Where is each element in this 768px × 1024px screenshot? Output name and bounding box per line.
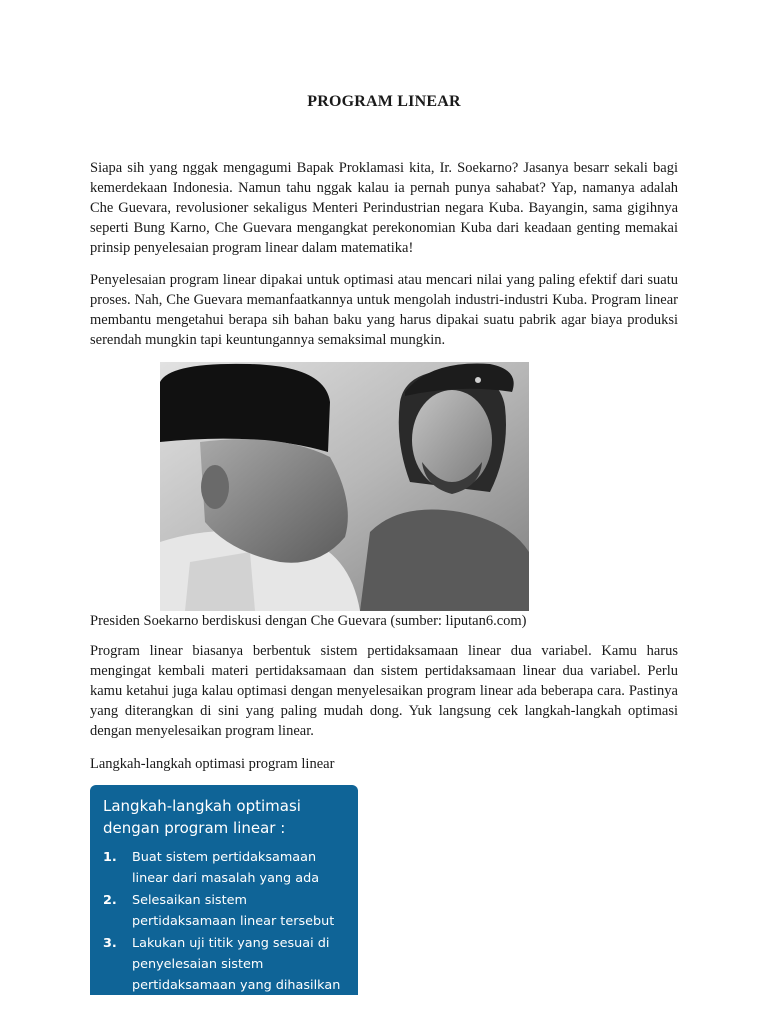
step-number: 2. bbox=[103, 893, 117, 908]
step-item bbox=[103, 890, 353, 932]
step-text: Lakukan uji titik yang sesuai di penyelesaian sistem pertidaksamaan yang dihasilkan bbox=[132, 936, 341, 993]
historical-photo bbox=[160, 362, 529, 611]
photo-caption: Presiden Soekarno berdiskusi dengan Che Guevara (sumber: liputan6.com) bbox=[90, 613, 527, 629]
steps-infobox bbox=[90, 785, 358, 995]
step-text: Buat sistem pertidaksamaan linear dari masalah yang ada bbox=[132, 850, 320, 886]
step-number: 3. bbox=[103, 936, 117, 951]
infobox-title: Langkah-langkah optimasi dengan program linear : bbox=[103, 797, 301, 837]
explanation-paragraph: Penyelesaian program linear dipakai untuk optimasi atau mencari nilai yang paling efektif dari suatu proses. Nah, Che Guevara memanfaatkannya untuk mengolah industri-industri Kuba. Program linear membantu mengetahui berapa sih bahan baku yang harus dipakai suatu pabrik agar biaya produksi serendah mungkin tapi keuntungannya semaksimal mungkin. bbox=[90, 272, 678, 348]
step-number: 1. bbox=[103, 850, 117, 865]
document-title: PROGRAM LINEAR bbox=[307, 93, 461, 110]
step-text: Selesaikan sistem pertidaksamaan linear tersebut bbox=[132, 893, 335, 929]
intro-paragraph: Siapa sih yang nggak mengagumi Bapak Proklamasi kita, Ir. Soekarno? Jasanya besarr sekali bagi kemerdekaan Indonesia. Namun tahu nggak kalau ia pernah punya sahabat? Yap, namanya adalah Che Guevara, revolusioner sekaligus Menteri Perindustrian negara Kuba. Bayangin, sama gigihnya seperti Bung Karno, Che Guevara mengangkat perekonomian Kuba dari keadaan genting memakai prinsip penyelesaian program linear dalam matematika! bbox=[90, 160, 678, 256]
step-item bbox=[103, 933, 353, 995]
steps-subheading: Langkah-langkah optimasi program linear bbox=[90, 756, 335, 772]
step-item bbox=[103, 847, 353, 889]
method-paragraph: Program linear biasanya berbentuk sistem pertidaksamaan linear dua variabel. Kamu harus mengingat kembali materi pertidaksamaan dan sistem pertidaksamaan linear dua variabel. Perlu kamu ketahui juga kalau optimasi dengan menyelesaikan program linear ada beberapa cara. Pastinya yang diterangkan di sini yang paling mudah dong. Yuk langsung cek langkah-langkah optimasi dengan menyelesaikan program linear. bbox=[90, 643, 678, 739]
steps-list bbox=[103, 847, 353, 995]
